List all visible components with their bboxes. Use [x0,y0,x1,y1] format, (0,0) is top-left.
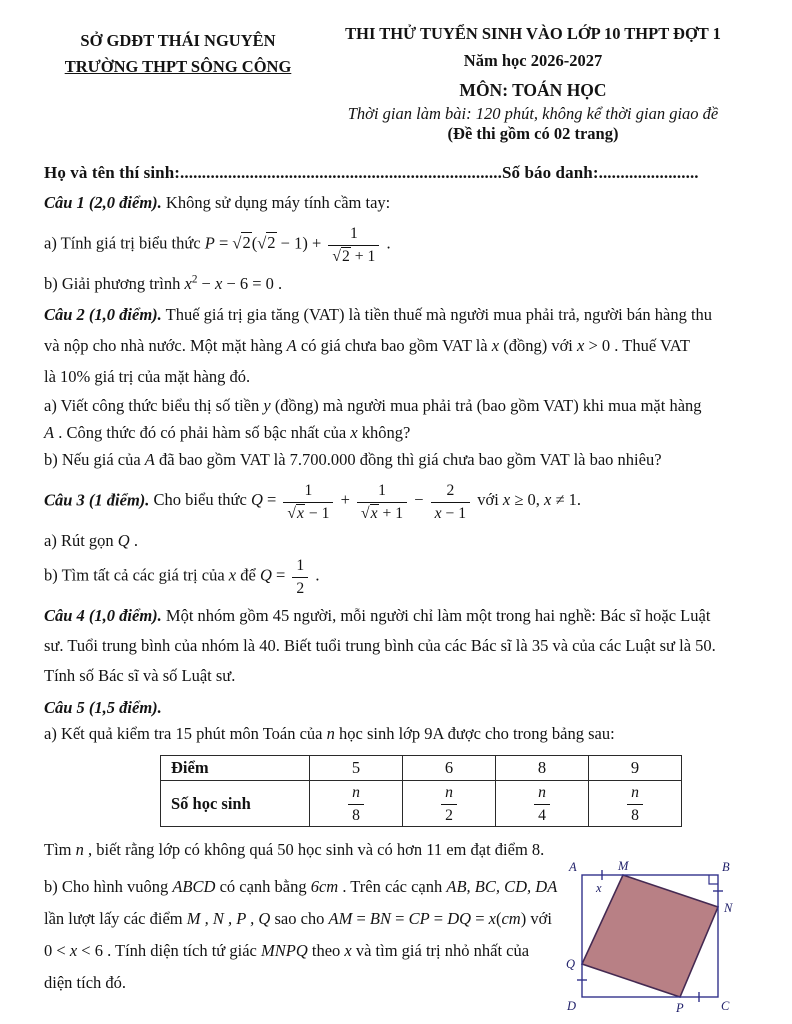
q2-item-a-line-2: A . Công thức đó có phải hàm số bậc nhất của x không? [44,423,411,443]
school-name: TRƯỜNG THPT SÔNG CÔNG [64,56,292,76]
q1-item-b: b) Giải phương trình $x^2 - x - 6 = 0$ . [44,273,283,294]
student-id-label: Số báo danh: [501,163,599,182]
q5-item-b-line-1: b) Cho hình vuông ABCD có cạnh bằng 6cm . Trên các cạnh AB, BC, CD, DA [44,877,558,897]
figure-label-x: x [596,881,602,896]
figure-label-D: D [567,999,577,1014]
q4-line-2: sư. Tuổi trung bình của nhóm là 40. Biết tuổi trung bình của các Bác sĩ là 35 và của các Luật sư là 50. [44,636,716,656]
exam-duration: Thời gian làm bài: 120 phút, không kể thời gian giao đề [347,104,719,123]
q4-label: Câu 4 (1,0 điểm). [44,606,162,626]
q3-intro: Cho biểu thức Q = $\frac{1}{√x - 1}$ + $\frac{1}{√x + 1}$ − $\frac{2}{x - 1}$ với x ≥ 0, x ≠ 1. [149,482,582,522]
table-cell-count-1: $\frac{n}{8}$ [310,781,403,827]
student-id-blank: ....................... [598,163,699,182]
figure-label-N: N [724,901,733,916]
table-cell-score-4: 9 [589,756,682,781]
table-row-scores [161,756,682,781]
q5-heading [44,695,754,721]
figure-label-Q: Q [566,957,576,972]
department-name: SỞ GDĐT THÁI NGUYÊN [80,31,276,50]
q3-label: Câu 3 (1 điểm). [44,490,150,510]
student-info-line [44,160,754,186]
q5-item-b-line-3: 0 < x < 6 . Tính diện tích tứ giác MNPQ theo x và tìm giá trị nhỏ nhất của [44,941,530,961]
q1-label: Câu 1 (2,0 điểm). [44,193,162,212]
student-name-label: Họ và tên thí sinh: [44,163,181,182]
table-cell-count-4: $\frac{n}{8}$ [589,781,682,827]
q3-item-a: a) Rút gọn Q . [44,531,138,551]
table-cell-count-3: $\frac{n}{4}$ [496,781,589,827]
q5-item-b-block [44,859,754,1016]
score-table [160,755,682,827]
quadrilateral-MNPQ [582,875,718,997]
q2-paragraph-line-1: Thuế giá trị gia tăng (VAT) là tiền thuế mà người mua phải trả, người bán hàng thu [161,305,713,325]
header-right [312,24,754,144]
exam-pages-note: (Đề thi gồm có 02 trang) [447,124,619,143]
q1-item-a: a) Tính giá trị biểu thức P = √2(√2 − 1) + $\frac{1}{√2 + 1}$ . [44,225,391,265]
q3-heading [44,481,754,522]
q4-heading [44,601,754,631]
figure-label-C: C [721,999,730,1014]
q5-item-a: a) Kết quả kiểm tra 15 phút môn Toán của n học sinh lớp 9A được cho trong bảng sau: [44,724,615,744]
header-left [44,24,312,144]
figure-label-A: A [569,860,577,875]
figure-label-M: M [618,859,629,874]
right-angle-mark-B [709,875,718,884]
q5-item-b-line-2: lần lượt lấy các điểm M , N , P , Q sao cho AM = BN = CP = DQ = x(cm) với [44,909,552,929]
figure-label-B: B [722,860,730,875]
square-figure-svg [556,859,764,1017]
table-cell-score-2: 6 [403,756,496,781]
q2-heading [44,299,754,330]
q4-line-3: Tính số Bác sĩ và số Luật sư. [44,666,236,686]
geometry-figure [556,859,764,1017]
table-cell-score-3: 8 [496,756,589,781]
q5-label: Câu 5 (1,5 điểm). [44,698,162,718]
table-header-count: Số học sinh [161,781,310,827]
q1-intro: Không sử dụng máy tính cầm tay: [161,193,391,212]
q2-label: Câu 2 (1,0 điểm). [44,305,162,325]
q4-line-1: Một nhóm gồm 45 người, mỗi người chỉ làm một trong hai nghề: Bác sĩ hoặc Luật [161,606,711,626]
q1-heading [44,190,754,216]
q2-item-b: b) Nếu giá của A đã bao gồm VAT là 7.700.000 đồng thì giá chưa bao gồm VAT là bao nhiêu? [44,450,662,470]
table-cell-score-1: 5 [310,756,403,781]
q2-item-a-line-1: a) Viết công thức biểu thị số tiền y (đồng) mà người mua phải trả (bao gồm VAT) khi mua mặt hàng [44,396,702,416]
figure-label-P: P [676,1001,684,1016]
q2-paragraph-line-3: là 10% giá trị của mặt hàng đó. [44,367,251,387]
student-name-blank: .......................................................................... [180,163,502,182]
table-cell-count-2: $\frac{n}{2}$ [403,781,496,827]
q3-item-b: b) Tìm tất cả các giá trị của x để Q = $\frac{1}{2}$ . [44,557,320,597]
exam-subject: MÔN: TOÁN HỌC [459,80,607,100]
table-row-counts [161,781,682,827]
table-header-score: Điểm [161,756,310,781]
q2-paragraph-line-2: và nộp cho nhà nước. Một mặt hàng A có giá chưa bao gồm VAT là x (đồng) với x > 0 . Thuế VAT [44,336,690,356]
q5-find-n: Tìm n , biết rằng lớp có không quá 50 học sinh và có hơn 11 em đạt điểm 8. [44,840,545,860]
q5-item-b-line-4: diện tích đó. [44,973,127,993]
exam-title: THI THỬ TUYỂN SINH VÀO LỚP 10 THPT ĐỢT 1 [345,24,721,43]
exam-year: Năm học 2026-2027 [463,51,603,70]
page-header [44,24,754,144]
